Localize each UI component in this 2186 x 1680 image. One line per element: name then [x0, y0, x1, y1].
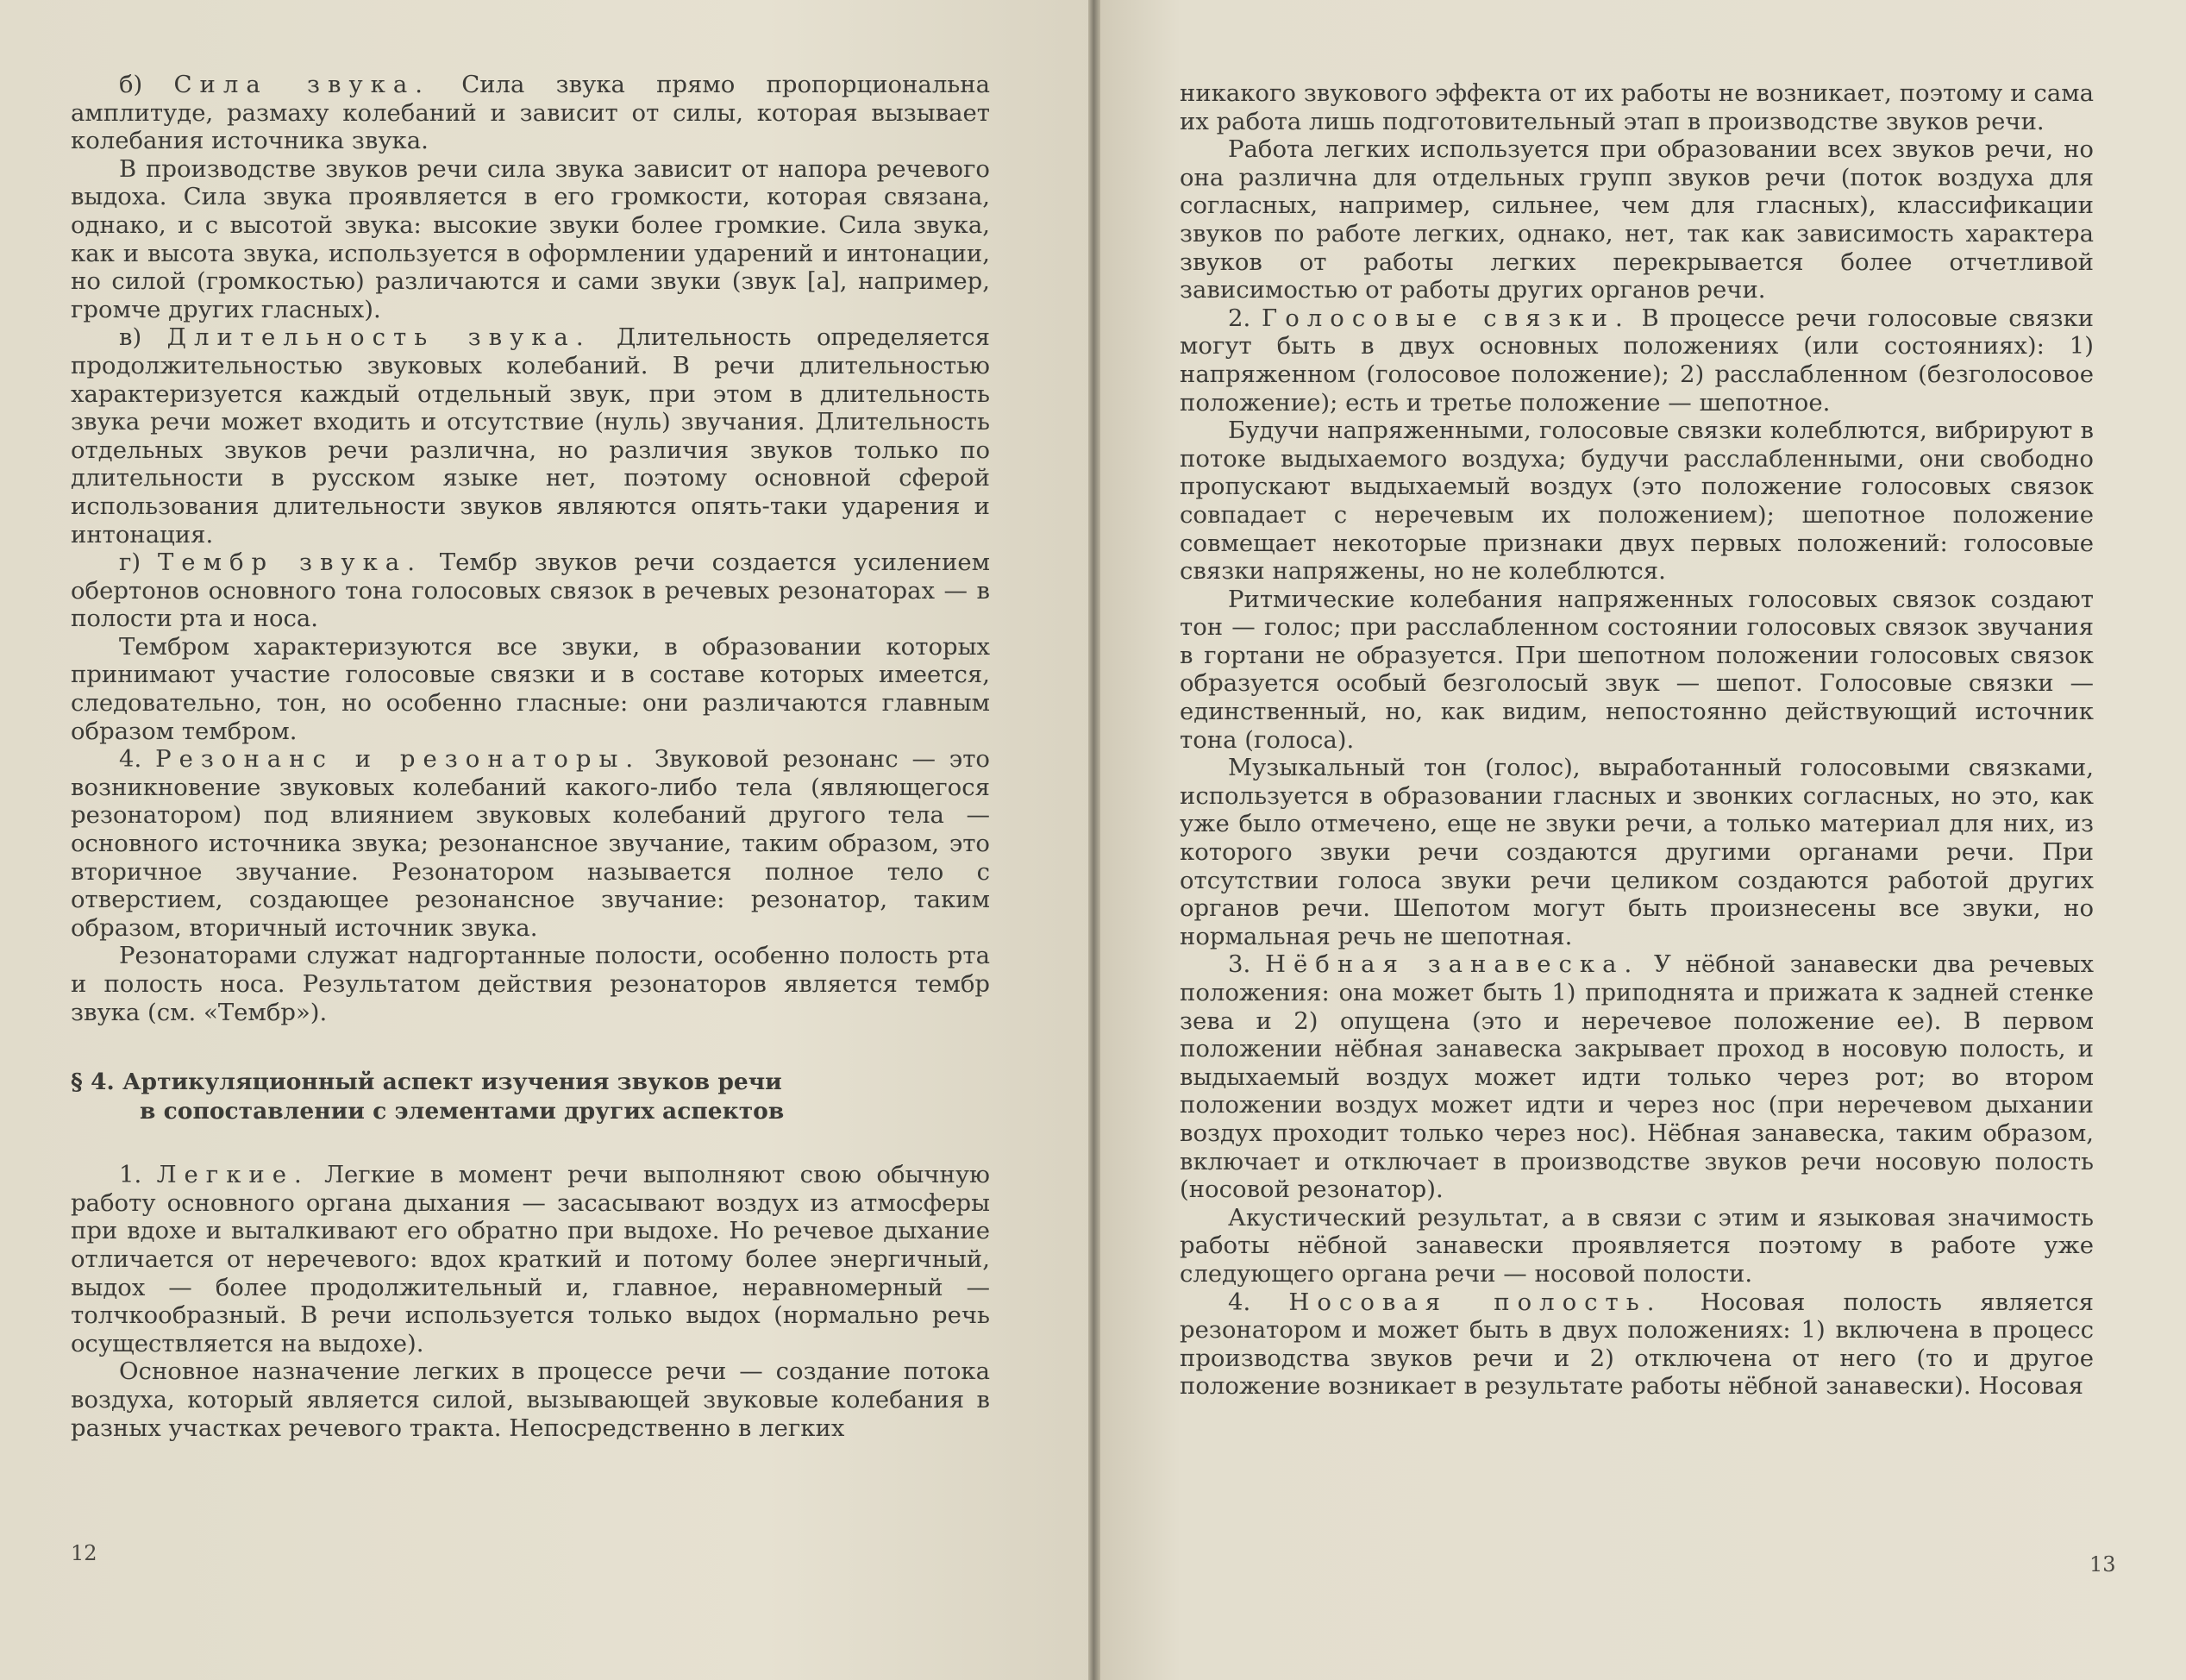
- term-spaced: Сила звука.: [173, 71, 430, 98]
- paragraph: Резонаторами служат надгортанные полости, особенно полость рта и полость носа. Результатом действия резонаторов является тембр звука (см. «Тембр»).: [71, 942, 990, 1026]
- paragraph: Музыкальный тон (голос), выработанный голосовыми связками, используется в образовании гласных и звонких согласных, но это, как уже было отмечено, еще не звуки речи, а только материал для них, из которого звуки речи создаются другими органами речи. При отсутствии голоса звуки речи целиком создаются работой других органов речи. Шепотом могут быть произнесены все звуки, но нормальная речь не шепотная.: [1180, 754, 2094, 950]
- paragraph-golosovye-svyazki: 2. Голосовые связки. В процессе речи голосовые связки могут быть в двух основных положениях (или состояниях): 1) напряженном (голосовое положение); 2) расслабленном (безголосовое положение); есть и третье положение — шепотное.: [1180, 304, 2095, 417]
- section-heading: [71, 1068, 990, 1126]
- paragraph: Ритмические колебания напряженных голосовых связок создают тон — голос; при расслабленном состоянии голосовых связок звучания в гортани не образуется. При шепотном положении голосовых связок образуется особый безголосый звук — шепот. Голосовые связки — единственный, но, как видим, непостоянно действующий источник тона (голоса).: [1180, 585, 2094, 754]
- paragraph: никакого звукового эффекта от их работы не возникает, поэтому и сама их работа лишь подготовительный этап в производстве звуков речи.: [1180, 79, 2094, 135]
- paragraph: Тембром характеризуются все звуки, в образовании которых принимают участие голосовые связки и в составе которых имеется, следовательно, тон, но особенно гласные: они различаются главным образом тембром.: [71, 632, 990, 745]
- paragraph-dlitelnost: в) Длительность звука. Длительность определяется продолжительностью звуковых колебаний. В речи длительностью характеризуется каждый отдельный звук, при этом в длительность звука речи может входить и отсутствие (нуль) звучания. Длительность отдельных звуков речи различна, но различия звуков только по длительности в русском языке нет, поэтому основной сферой использования длительности звуков являются опять-таки ударения и интонация.: [71, 323, 990, 549]
- book-gutter: [1088, 0, 1100, 1680]
- page-number: 12: [71, 1541, 97, 1565]
- term-spaced: Нёбная занавеска.: [1265, 950, 1640, 979]
- paragraph-legkie: 1. Легкие. Легкие в момент речи выполняют свою обычную работу основного органа дыхания — засасывают воздух из атмосферы при вдохе и выталкивают его обратно при выдохе. Но речевое дыхание отличается от неречевого: вдох краткий и потому более энергичный, выдох — более продолжительный и, главное, неравномерный — толчкообразный. В речи используется только выдох (нормально речь осуществляется на выдохе).: [71, 1161, 991, 1357]
- paragraph-sila-zvuka: б) Сила звука. Сила звука прямо пропорциональна амплитуде, размаху колебаний и зависит от силы, которая вызывает колебания источника звука.: [71, 71, 990, 155]
- term-spaced: Резонанс и резонаторы.: [155, 745, 642, 774]
- paragraph: В производстве звуков речи сила звука зависит от напора речевого выдоха. Сила звука проявляется в его громкости, которая связана, однако, и с высотой звука: высокие звуки более громкие. Сила звука, как и высота звука, используется в оформлении ударений и интонации, но силой (громкостью) различаются и сами звуки (звук [а], например, громче других гласных).: [71, 154, 990, 323]
- left-page-text: [71, 71, 990, 1442]
- paragraph: Основное назначение легких в процессе речи — создание потока воздуха, который является силой, вызывающей звуковые колебания в разных участках речевого тракта. Непосредственно в легких: [71, 1357, 990, 1442]
- term-spaced: Голосовые связки.: [1262, 304, 1631, 332]
- paragraph: Акустический результат, а в связи с этим и языковая значимость работы нёбной занавески проявляется поэтому в работе уже следующего органа речи — носовой полости.: [1180, 1203, 2094, 1288]
- paragraph: Будучи напряженными, голосовые связки колеблются, вибрируют в потоке выдыхаемого воздуха; будучи расслабленными, они свободно пропускают выдыхаемый воздух (это положение голосовых связок совпадает с неречевым их положением); шепотное положение совмещает некоторые признаки двух первых положений: голосовые связки напряжены, но не колеблются.: [1180, 417, 2094, 586]
- right-page: [1093, 0, 2186, 1680]
- paragraph-nebnaya-zanaveska: 3. Нёбная занавеска. У нёбной занавески два речевых положения: она может быть 1) приподнята и прижата к задней стенке зева и 2) опущена (это и неречевое положение ее). В первом положении нёбная занавеска закрывает проход в носовую полость, и выдыхаемый воздух может идти только через рот; во втором положении воздух может идти и через нос (при неречевом дыхании воздух проходит только через нос). Нёбная занавеска, таким образом, включает и отключает в производстве звуков речи носовую полость (носовой резонатор).: [1180, 950, 2095, 1204]
- paragraph-rezonans: 4. Резонанс и резонаторы. Звуковой резонанс — это возникновение звуковых колебаний какого-либо тела (являющегося резонатором) под влиянием звуковых колебаний другого тела — основного источника звука; резонансное звучание, таким образом, это вторичное звучание. Резонатором называется полное тело с отверстием, создающее резонансное звучание: резонатор, таким образом, вторичный источник звука.: [71, 745, 990, 942]
- term-spaced: Носовая полость.: [1288, 1288, 1663, 1316]
- paragraph: Работа легких используется при образовании всех звуков речи, но она различна для отдельных групп звуков речи (поток воздуха для согласных, например, сильнее, чем для гласных), классификации звуков по работе легких, однако, нет, так как зависимость характера звуков от работы легких перекрывается более отчетливой зависимостью от работы других органов речи.: [1180, 135, 2094, 304]
- section-heading-line-1: § 4. Артикуляционный аспект изучения звуков речи: [71, 1069, 782, 1096]
- term-spaced: Длительность звука.: [166, 323, 592, 352]
- section-heading-line-2: в сопоставлении с элементами других аспектов: [140, 1098, 785, 1125]
- right-page-text: [1180, 79, 2094, 1401]
- page-number: 13: [2089, 1552, 2116, 1577]
- paragraph-nosovaya-polost: 4. Носовая полость. Носовая полость является резонатором и может быть в двух положениях: 1) включена в процесс производства звуков речи и 2) отключена от него (то и другое положение возникает в результате работы нёбной занавески). Носовая: [1180, 1288, 2094, 1401]
- term-spaced: Тембр звука.: [157, 549, 423, 577]
- paragraph-tembr: г) Тембр звука. Тембр звуков речи создается усилением обертонов основного тона голосовых связок в речевых резонаторах — в полости рта и носа.: [71, 549, 990, 633]
- term-spaced: Легкие.: [156, 1161, 310, 1189]
